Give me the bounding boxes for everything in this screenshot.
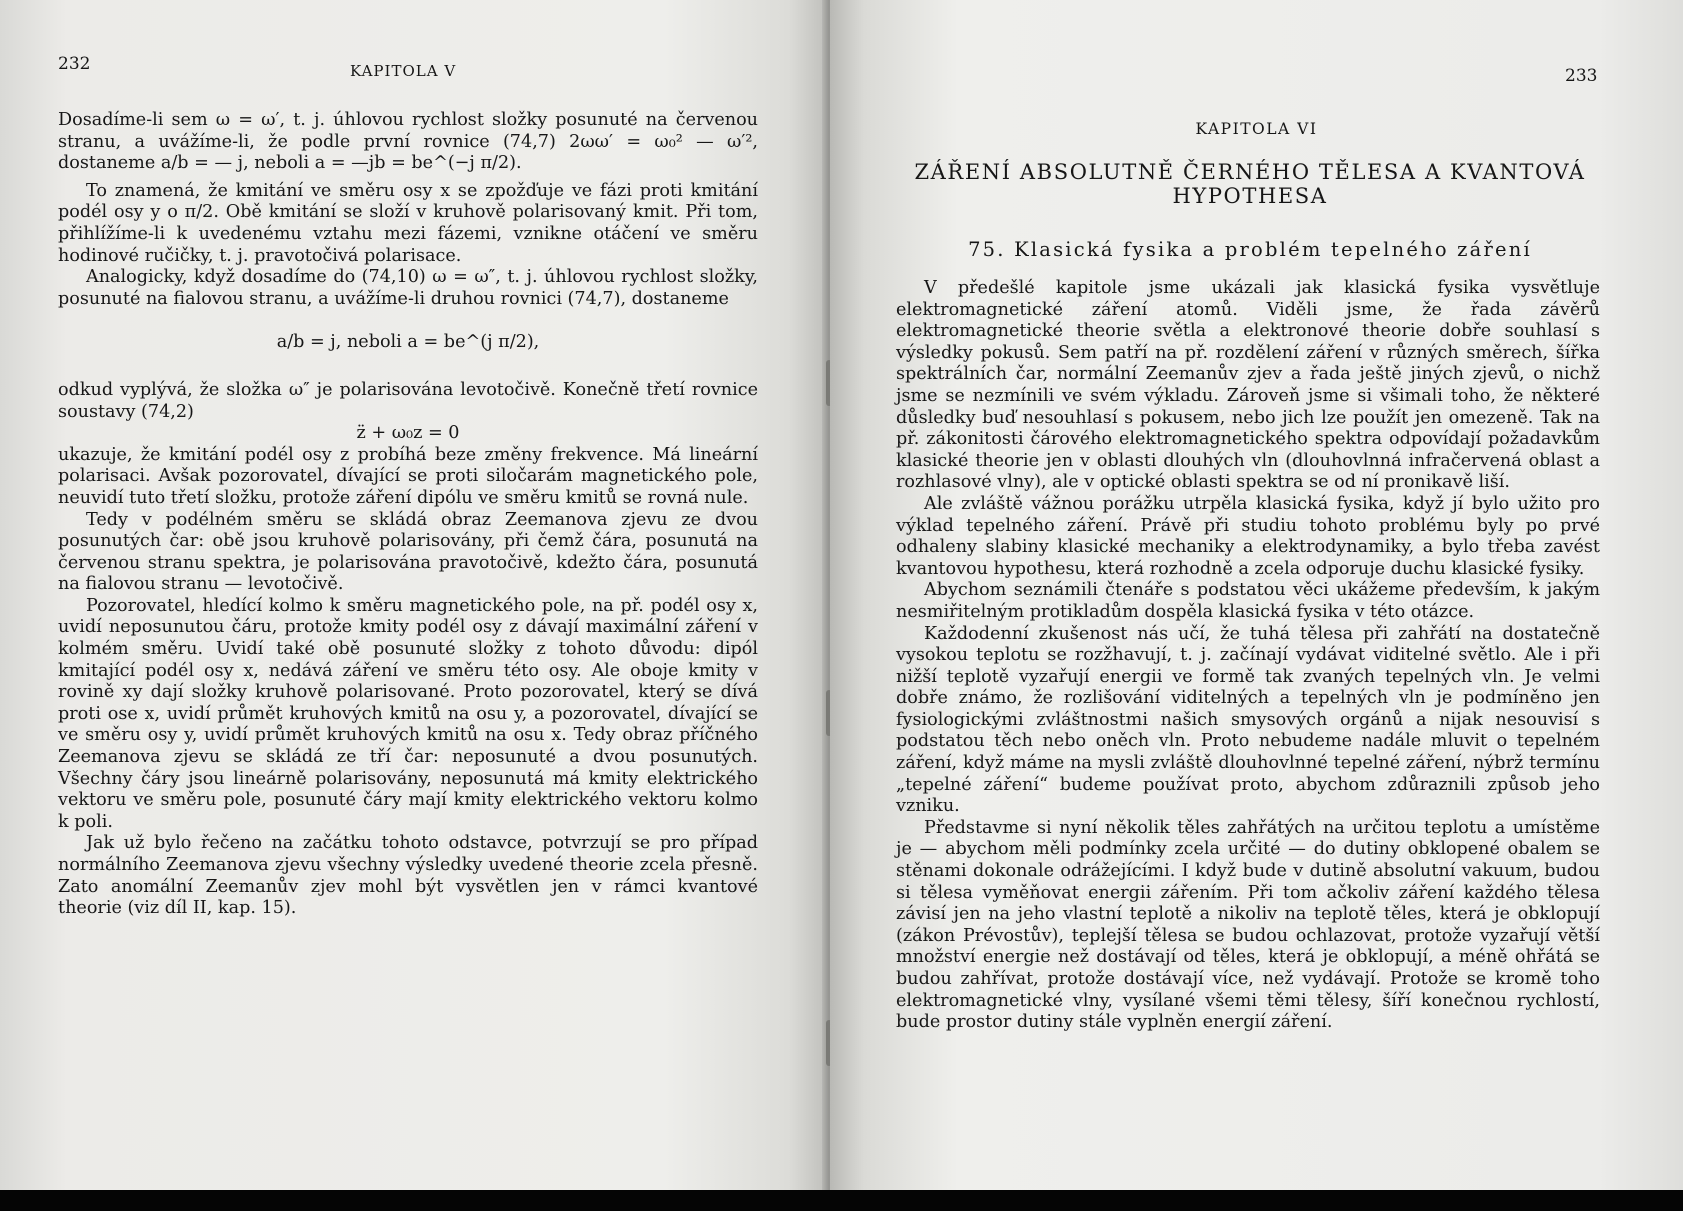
paragraph: Tedy v podélném směru se skládá obraz Zeemanova zjevu ze dvou posunutých čar: obě jsou kruhově polarisovány, při čemž čára, posunutá na červenou stranu spektra, je polarisována pravotočivě, kdežto čára, posunutá na fialovou stranu — levotočivě. <box>58 509 758 595</box>
paragraph: V předešlé kapitole jsme ukázali jak klasická fysika vysvětluje elektromagnetické záření atomů. Viděli jsme, že řada závěrů elektromagnetické theorie světla a elektronové theorie dobře souhlasí s výsledky pokusů. Sem patří na př. rozdělení záření v různých směrech, šířka spektrálních čar, normální Zeemanův zjev a řada ještě jiných zjevů, o nichž jsme se nezmínili ve svém výkladu. Zároveň jsme si všimali toho, že některé důsledky buď nesouhlasí s pokusem, nebo jich lze použít jen omezeně. Tak na př. zákonitosti čárového elektromagnetického spektra odpovídají požadavkům klasické theorie jen v oblasti dlouhých vln (dlouhovlnná infračervená oblast a rozhlasové vlny), ale v optické oblasti spektra se od ní pronikavě liší. <box>896 278 1600 493</box>
left-page-body <box>58 110 758 920</box>
paragraph: Pozorovatel, hledící kolmo k směru magnetického pole, na př. podél osy x, uvidí neposunutou čáru, protože kmity podél osy z dávají maximální záření v kolmém směru. Uvidí také obě posunuté složky z tohoto důvodu: dipól kmitající podél osy x, nedává záření ve směru této osy. Ale oboje kmity v rovině xy dají složky kruhově polarisované. Proto pozorovatel, který se dívá proti ose x, uvidí průmět kruhových kmitů na osu y, a pozorovatel, dívající se ve směru osy y, uvidí průmět kruhových kmitů na osu x. Tedy obraz příčného Zeemanova zjevu se skládá ze tří čar: neposunuté a dvou posunutých. Všechny čáry jsou lineárně polarisovány, neposunutá má kmity elektrického vektoru ve směru pole, posunuté čáry mají kmity elektrického vektoru kolmo k poli. <box>58 595 758 832</box>
equation: z̈ + ω₀z = 0 <box>356 423 460 444</box>
paragraph: Ale zvláště vážnou porážku utrpěla klasická fysika, když jí bylo užito pro výklad tepelného záření. Právě při studiu tohoto problému byly po prvé odhaleny slabiny klasické mechaniky a elektrodynamiky, a bylo třeba zavést kvantovou hypothesu, která rozhodně a zcela odporuje duchu klasické fysiky. <box>896 493 1600 579</box>
paragraph: Každodenní zkušenost nás učí, že tuhá tělesa při zahřátí na dostatečně vysokou teplotu se rozžhavují, t. j. začínají vydávat viditelné světlo. Ale i při nižší teplotě vyzařují energii ve formě tak zvaných tepelných vln. Je velmi dobře známo, že rozlišování viditelných a tepelných vln je podmíněno jen fysiologickými zvláštnostmi našich smysových orgánů a nijak nesouvisí s podstatou těch nebo oněch vln. Proto nebudeme nadále mluvit o tepelném záření, když máme na mysli zvláště dlouhovlnné tepelné záření, nýbrž termínu „tepelné záření“ budeme používat proto, abychom zdůraznili způsob jeho vzniku. <box>896 623 1600 817</box>
paragraph: odkud vyplývá, že složka ω″ je polarisována levotočivě. Konečně třetí rovnice soustavy (74,2) <box>58 379 758 422</box>
section-title: 75. Klasická fysika a problém tepelného záření <box>968 238 1532 261</box>
paragraph: To znamená, že kmitání ve směru osy x se zpožďuje ve fázi proti kmitání podél osy y o π/2. Obě kmitání se složí v kruhově polarisovaný kmit. Při tom, přihlížíme-li k uvedenému vztahu mezi fázemi, vznikne otáčení ve směru hodinové ručičky, t. j. pravotočivá polarisace. <box>58 180 758 266</box>
chapter-title-line: HYPOTHESA <box>1172 184 1328 208</box>
equation: a/b = j, neboli a = be^(j π/2), <box>276 332 540 353</box>
right-page-number: 233 <box>1565 66 1598 86</box>
right-page-body <box>896 278 1600 1034</box>
left-page <box>0 0 830 1190</box>
paragraph: Jak už bylo řečeno na začátku tohoto odstavce, potvrzují se pro případ normálního Zeemanova zjevu všechny výsledky uvedené theorie zcela přesně. Zato anomální Zeemanův zjev mohl být vysvětlen jen v rámci kvantové theorie (viz díl II, kap. 15). <box>58 833 758 919</box>
paragraph: Dosadíme-li sem ω = ω′, t. j. úhlovou rychlost složky posunuté na červenou stranu, a uvážíme-li, že podle první rovnice (74,7) 2ωω′ = ω₀² — ω′², dostaneme a/b = — j, neboli a = —jb = be^(−j π/2). <box>58 110 758 174</box>
paragraph: ukazuje, že kmitání podél osy z probíhá beze změny frekvence. Má lineární polarisaci. Avšak pozorovatel, dívající se proti siločarám magnetického pole, neuvidí tuto třetí složku, protože záření dipólu ve směru kmitů se rovná nule. <box>58 444 758 508</box>
paragraph: Analogicky, když dosadíme do (74,10) ω = ω″, t. j. úhlovou rychlost složky, posunuté na fialovou stranu, a uvážíme-li druhou rovnici (74,7), dostaneme <box>58 267 758 309</box>
chapter-label: KAPITOLA VI <box>1195 120 1318 138</box>
chapter-title <box>900 160 1600 208</box>
scan-border <box>0 1190 1683 1211</box>
paragraph: Abychom seznámili čtenáře s podstatou věci ukážeme především, k jakým nesmiřitelným protikladům dospěla klasická fysika v této otázce. <box>896 580 1600 622</box>
left-page-number: 232 <box>58 54 91 74</box>
paragraph: Představme si nyní několik těles zahřátých na určitou teplotu a umístěme je — abychom měli podmínky zcela určité — do dutiny obklopené obalem se stěnami dokonale odrážejícími. I když bude v dutině absolutní vakuum, budou si tělesa vyměňovat energii zářením. Při tom ačkoliv záření každého tělesa závisí jen na jeho vlastní teplotě a nikoliv na teplotě těles, která je obklopují (zákon Prévostův), teplejší tělesa se budou ochlazovat, protože vyzařují větší množství energie než dostávají od těles, která je obklopují, a méně ohřátá se budou zahřívat, protože dostávají více, než vydávají. Protože se kromě toho elektromagnetické vlny, vysílané všemi těmi tělesy, šíří konečnou rychlostí, bude prostor dutiny stále vyplněn energií záření. <box>896 817 1600 1033</box>
left-running-head: KAPITOLA V <box>350 62 457 80</box>
chapter-title-line: ZÁŘENÍ ABSOLUTNĚ ČERNÉHO TĚLESA A KVANTOVÁ <box>914 160 1586 184</box>
